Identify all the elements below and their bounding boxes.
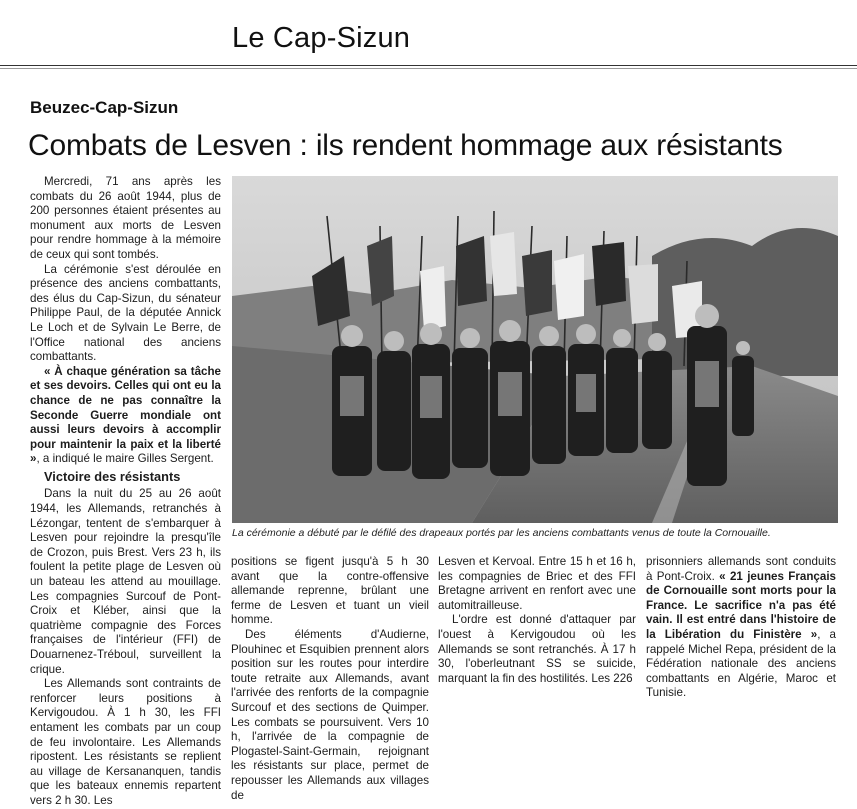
quote-attribution: , a rappelé Michel Repa, président de la Fédération nationale des anciens combattants en Algérie, Maroc et Tunisie.	[646, 627, 837, 700]
paragraph	[30, 365, 221, 467]
paragraph: positions se figent jusqu'à 5 h 30 avant que la contre-offensive allemande reprenne, brûlant une ferme de Lesven et tuant un vieil homme.	[231, 555, 429, 627]
paragraph: Des éléments d'Audierne, Plouhinec et Esquibien prennent alors position sur les routes pour interdire toute retraite aux Allemands, avant l'arrivée des renforts de la compagnie Surcouf et des sections de Quimper. Les combats se poursuivent. Vers 10 h, l'arrivée de la compagnie de Plogastel-Saint-Germain, rejoignant les résistants sur place, permet de repousser les Allemands aux villages de	[231, 627, 429, 802]
paragraph: Dans la nuit du 25 au 26 août 1944, les Allemands, retranchés à Lézongar, tentent de s'embarquer à Lesven pour rejoindre la presqu'île de Crozon, puis Brest. Vers 23 h, ils foulent la petite plage de Lesven où un bateau les attend au mouillage. Les compagnies Surcouf de Pont-Croix et Kléber, ainsi que la quatrième compagnie des Forces françaises de l'intérieur (FFI) de Douarnenez-Tréboul, surveillent la crique.	[30, 487, 221, 676]
article-column-4	[646, 555, 836, 701]
article-column-3	[438, 555, 636, 686]
article-kicker: Beuzec-Cap-Sizun	[30, 98, 179, 117]
paragraph: L'ordre est donné d'attaquer par l'ouest à Kervigoudou où les Allemands se sont retranchés. À 17 h 30, l'oberleutnant SS se suicide, marquant la fin des hostilités. Les 226	[438, 613, 636, 685]
quote: « 21 jeunes Français de Cornouaille sont morts pour la France. Le sacrifice n'a pas été vain. Il est entré dans l'histoire de la Libération du Finistère »	[646, 569, 836, 641]
header-rule	[0, 65, 857, 66]
article-column-2	[231, 555, 429, 803]
paragraph-lead: prisonniers allemands sont conduits à Pont-Croix.	[646, 555, 836, 583]
paragraph: La cérémonie s'est déroulée en présence des anciens combattants, des élus du Cap-Sizun, du sénateur Philippe Paul, de la députée Annick Le Loch et de Sylvain Le Berre, de l'Office national des anciens combattants.	[30, 262, 221, 364]
paragraph	[646, 555, 836, 701]
photo-caption: La cérémonie a débuté par le défilé des drapeaux portés par les anciens combattants venus de toute la Cornouaille.	[232, 527, 771, 539]
quote-attribution: , a indiqué le maire Gilles Sergent.	[36, 452, 214, 466]
ceremony-photo	[232, 176, 838, 523]
article-headline: Combats de Lesven : ils rendent hommage aux résistants	[28, 129, 783, 162]
subheading: Victoire des résistants	[44, 468, 181, 484]
section-title: Le Cap-Sizun	[232, 22, 411, 54]
paragraph: Mercredi, 71 ans après les combats du 26 août 1944, plus de 200 personnes étaient présentes au monument aux morts de Lesven pour rendre hommage à la mémoire de ceux qui sont tombés.	[30, 175, 221, 261]
quote: « À chaque génération sa tâche et ses devoirs. Celles qui ont eu la chance de ne pas connaître la Seconde Guerre mondiale ont aussi leurs devoirs à accomplir pour maintenir la paix et la liberté »	[30, 364, 221, 466]
paragraph: Lesven et Kervoal. Entre 15 h et 16 h, les compagnies de Briec et des FFI Bretagne arrivent en renfort avec une automitrailleuse.	[438, 555, 636, 612]
paragraph: Les Allemands sont contraints de renforcer leurs positions à Kervigoudou. À 1 h 30, les FFI entament les combats par un coup de feu involontaire. Les Allemands ripostent. Les résistants se replient au village de Kersananquen, tandis que les bateaux ennemis repartent vers 2 h 30. Les	[30, 677, 221, 807]
article-column-1	[30, 175, 221, 809]
header-rule-thin	[0, 68, 857, 69]
